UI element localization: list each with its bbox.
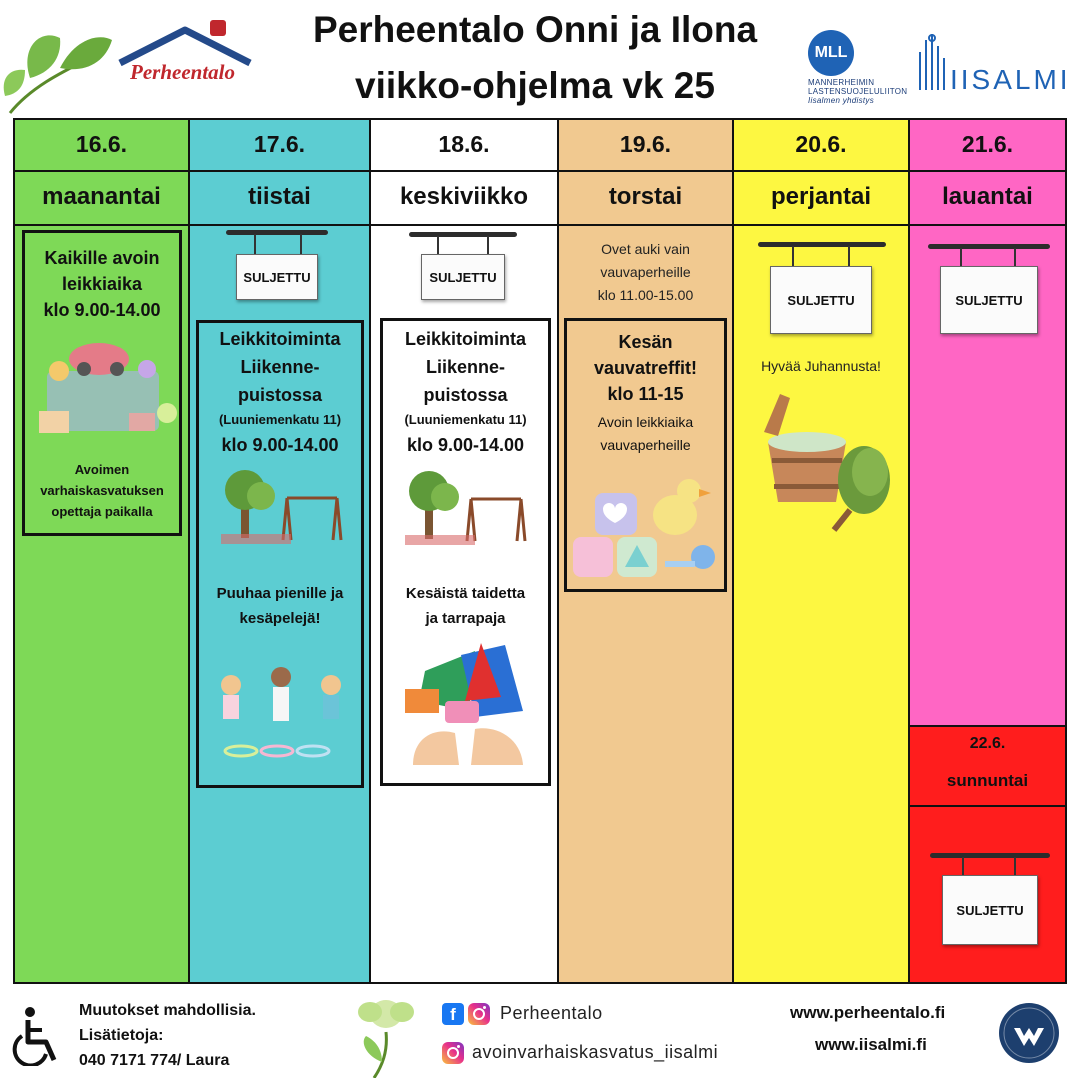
monday-heading-1: Kaikille avoin: [44, 248, 160, 268]
date-friday: 20.6.: [734, 120, 908, 172]
crafting-hands-illustration: [405, 641, 533, 765]
monday-heading-3: klo 9.00-14.00: [43, 300, 161, 320]
wednesday-heading-1: Leikkitoiminta: [404, 329, 527, 349]
friday-closed-label: SULJETTU: [770, 266, 872, 334]
friday-greeting: Hyvää Juhannusta!: [761, 358, 881, 374]
day-friday: perjantai: [734, 172, 908, 226]
tuesday-closed-label: SULJETTU: [236, 254, 318, 300]
column-sunday: [908, 725, 1067, 984]
date-thursday: 19.6.: [559, 120, 732, 172]
iisalmi-skyline-icon: [916, 32, 950, 90]
flower-decoration: [352, 992, 422, 1078]
column-friday: [732, 118, 910, 984]
monday-heading-2: leikkiaika: [61, 274, 143, 294]
footer-phone: 040 7171 774/ Laura: [79, 1052, 230, 1069]
wednesday-note-1: Kesäistä taidetta: [405, 585, 526, 602]
saturday-closed-sign: [928, 244, 1050, 336]
sunday-closed-sign: [930, 853, 1050, 949]
tuesday-address: (Luuniemenkatu 11): [218, 412, 342, 427]
instagram-icon[interactable]: [442, 1042, 464, 1064]
leaves-decoration: [0, 18, 118, 118]
thursday-intro-1: Ovet auki vain: [601, 241, 690, 257]
thursday-heading-3: klo 11-15: [607, 384, 684, 404]
mll-logo-text: MANNERHEIMIN LASTENSUOJELULIITON Iisalmen yhdistys: [808, 78, 908, 105]
saturday-closed-label: SULJETTU: [940, 266, 1038, 334]
tuesday-closed-sign: [226, 230, 328, 302]
footer-info-label: Lisätietoja:: [79, 1027, 164, 1044]
tuesday-heading-1: Leikkitoiminta: [219, 329, 341, 349]
sunday-closed-label: SULJETTU: [942, 875, 1038, 945]
perheentalo-logo-text: Perheentalo: [130, 60, 235, 84]
thursday-heading-1: Kesän: [618, 332, 673, 352]
day-sunday: sunnuntai: [946, 771, 1029, 790]
date-wednesday: 18.6.: [371, 120, 557, 172]
wednesday-note-2: ja tarrapaja: [425, 610, 506, 627]
monday-note-2: varhaiskasvatuksen: [40, 483, 164, 498]
column-monday: [13, 118, 190, 984]
page-subtitle: viikko-ohjelma vk 25: [355, 65, 715, 106]
wednesday-closed-sign: [409, 232, 517, 304]
park-illustration: [221, 468, 347, 548]
wednesday-closed-label: SULJETTU: [421, 254, 505, 300]
tuesday-heading-2: Liikenne-: [240, 357, 320, 377]
monday-note-1: Avoimen: [74, 462, 130, 477]
tuesday-note-1: Puuhaa pienille ja: [216, 585, 344, 602]
instagram-icon[interactable]: [468, 1003, 490, 1025]
day-thursday: torstai: [559, 172, 732, 226]
day-monday: maanantai: [15, 172, 188, 226]
thursday-note-2: vauvaperheille: [600, 437, 691, 453]
iisalmi-logo-text: IISALMI: [950, 64, 1071, 95]
day-wednesday: keskiviikko: [371, 172, 557, 226]
wednesday-heading-3: puistossa: [423, 385, 508, 405]
footer-social-perheentalo[interactable]: Perheentalo: [500, 1003, 603, 1023]
thursday-note-1: Avoin leikkiaika: [597, 414, 694, 430]
kids-playing-illustration: [201, 663, 361, 763]
wednesday-heading-2: Liikenne-: [425, 357, 505, 377]
column-saturday: [908, 118, 1067, 730]
column-thursday: [557, 118, 734, 984]
monday-note-3: opettaja paikalla: [51, 504, 153, 519]
date-saturday: 21.6.: [910, 120, 1065, 172]
date-tuesday: 17.6.: [190, 120, 369, 172]
thursday-intro-3: klo 11.00-15.00: [597, 287, 694, 303]
friday-closed-sign: [758, 242, 886, 338]
footer-social-instagram[interactable]: avoinvarhaiskasvatus_iisalmi: [472, 1042, 719, 1062]
toy-box-illustration: [39, 331, 179, 441]
tuesday-note-2: kesäpelejä!: [239, 610, 321, 627]
mll-logo: MLL: [808, 30, 854, 76]
day-saturday: lauantai: [910, 172, 1065, 226]
park-illustration: [405, 469, 531, 549]
heart-emblem-icon: [998, 1002, 1060, 1064]
date-monday: 16.6.: [15, 120, 188, 172]
footer-website-iisalmi[interactable]: www.iisalmi.fi: [815, 1035, 927, 1054]
column-tuesday: [188, 118, 371, 984]
tuesday-event-box: [196, 320, 364, 788]
thursday-event-box: [564, 318, 727, 592]
footer-changes: Muutokset mahdollisia.: [79, 1002, 256, 1019]
sauna-bucket-illustration: [760, 392, 896, 534]
thursday-heading-2: vauvatreffit!: [593, 358, 698, 378]
baby-toys-illustration: [571, 471, 721, 587]
tuesday-heading-3: puistossa: [237, 385, 323, 405]
thursday-intro-2: vauvaperheille: [600, 264, 691, 280]
date-sunday: 22.6.: [969, 735, 1006, 752]
facebook-icon[interactable]: f: [442, 1003, 464, 1025]
footer-website-perheentalo[interactable]: www.perheentalo.fi: [790, 1003, 946, 1022]
monday-event-box: [22, 230, 182, 536]
wheelchair-icon: [12, 1006, 62, 1066]
wednesday-address: (Luuniemenkatu 11): [404, 412, 527, 427]
page-title: Perheentalo Onni ja Ilona: [312, 9, 758, 50]
day-tuesday: tiistai: [190, 172, 369, 226]
tuesday-time: klo 9.00-14.00: [221, 435, 339, 455]
wednesday-time: klo 9.00-14.00: [406, 435, 525, 455]
wednesday-event-box: [380, 318, 551, 786]
column-wednesday: [369, 118, 559, 984]
